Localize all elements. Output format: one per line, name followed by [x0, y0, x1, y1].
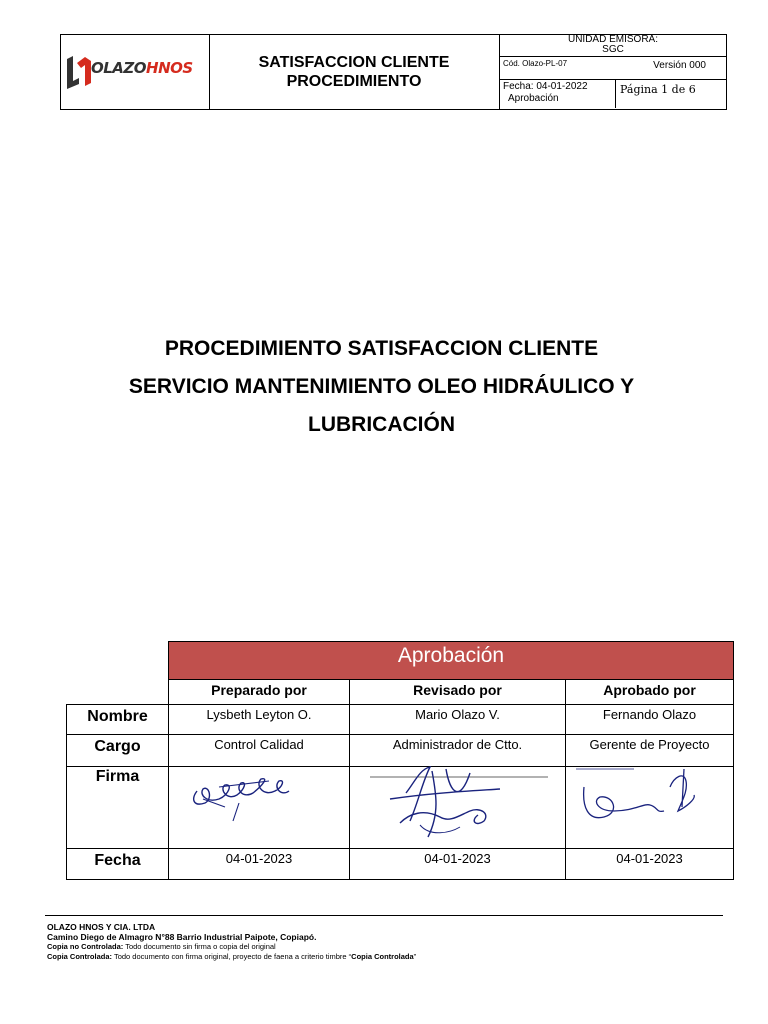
- footer-uncontrolled-copy: [47, 942, 416, 952]
- footer: [47, 922, 416, 962]
- signature-approved: [574, 767, 724, 837]
- footer-company: OLAZO HNOS Y CIA. LTDA: [47, 922, 156, 932]
- footer-controlled-end: ”: [413, 952, 417, 961]
- column-header-approved: Aprobado por: [565, 679, 734, 705]
- name-reviewed: Mario Olazo V.: [349, 704, 566, 735]
- footer-uncontrolled-text: Todo documento sin firma o copia del original: [125, 942, 276, 951]
- column-header-prepared: Preparado por: [168, 679, 350, 705]
- footer-divider: [45, 915, 723, 916]
- document-date: Fecha: 04-01-2022: [503, 81, 588, 92]
- footer-controlled-label: Copia Controlada:: [47, 952, 112, 961]
- footer-controlled-stamp: Copia Controlada: [351, 952, 414, 961]
- column-header-reviewed: Revisado por: [349, 679, 566, 705]
- date-prepared: 04-01-2023: [168, 848, 350, 880]
- footer-controlled-copy: [47, 952, 416, 962]
- row-label-fecha: Fecha: [66, 848, 169, 880]
- logo-mark-icon: [65, 51, 93, 91]
- code-row: [500, 57, 726, 80]
- logo-text-hnos: HNOS: [146, 59, 193, 77]
- logo-cell: [61, 35, 210, 109]
- footer-controlled-text: Todo documento con firma original, proyecto de faena a criterio timbre “: [113, 952, 352, 961]
- role-prepared: Control Calidad: [168, 734, 350, 767]
- issuing-unit: [500, 35, 726, 57]
- header-title: [209, 35, 500, 109]
- role-reviewed: Administrador de Ctto.: [349, 734, 566, 767]
- name-prepared: Lysbeth Leyton O.: [168, 704, 350, 735]
- footer-uncontrolled-label: Copia no Controlada:: [47, 942, 124, 951]
- signature-prepared: [189, 769, 299, 829]
- header-title-line2: PROCEDIMIENTO: [286, 73, 422, 90]
- row-label-firma: Firma: [66, 766, 169, 849]
- date-reviewed: 04-01-2023: [349, 848, 566, 880]
- document-title-line3: LUBRICACIÓN: [308, 413, 455, 436]
- name-approved: Fernando Olazo: [565, 704, 734, 735]
- logo-text-olazo: OLAZO: [91, 59, 147, 77]
- signature-cell-reviewed: [349, 766, 566, 849]
- document-header: [60, 34, 727, 110]
- row-label-cargo: Cargo: [66, 734, 169, 767]
- logo-text: [91, 59, 193, 77]
- footer-address: Camino Diego de Almagro N°88 Barrio Industrial Paipote, Copiapó.: [47, 932, 317, 942]
- document-title-line1: PROCEDIMIENTO SATISFACCION CLIENTE: [164, 337, 599, 360]
- signature-cell-approved: [565, 766, 734, 849]
- signature-cell-prepared: [168, 766, 350, 849]
- header-info: [500, 35, 726, 109]
- document-code: Cód. Olazo-PL-07: [503, 59, 568, 68]
- page-number: Página 1 de 6: [615, 79, 725, 108]
- approval-label: Aprobación: [508, 93, 559, 104]
- signature-reviewed: [370, 763, 550, 847]
- document-title: [60, 330, 703, 444]
- document-title-line2: SERVICIO MANTENIMIENTO OLEO HIDRÁULICO Y: [128, 375, 635, 398]
- approval-heading: Aprobación: [168, 641, 734, 680]
- issuing-unit-label: UNIDAD EMISORA:: [567, 34, 658, 45]
- date-approved: 04-01-2023: [565, 848, 734, 880]
- date-row: [500, 80, 726, 109]
- row-label-nombre: Nombre: [66, 704, 169, 735]
- document-version: Versión 000: [653, 60, 706, 71]
- issuing-unit-value: SGC: [602, 44, 624, 55]
- header-title-line1: SATISFACCION CLIENTE: [258, 54, 450, 71]
- role-approved: Gerente de Proyecto: [565, 734, 734, 767]
- company-logo: [65, 51, 207, 91]
